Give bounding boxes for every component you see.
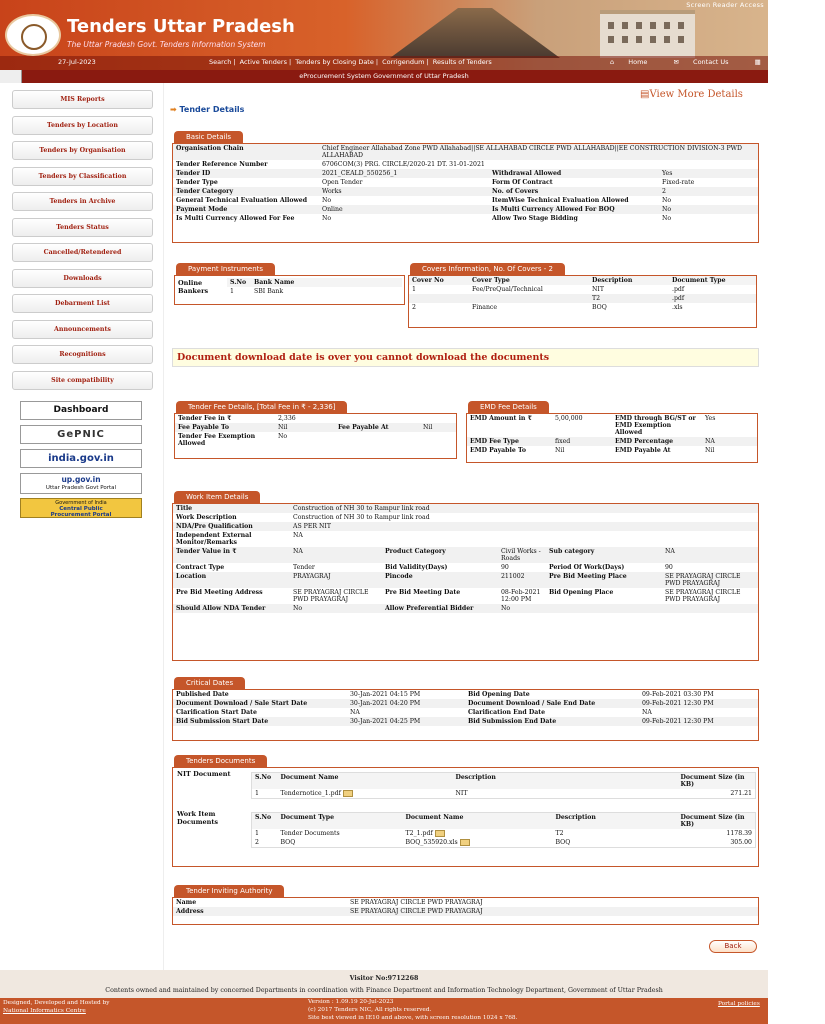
table-cell: Bid Submission Start Date: [173, 717, 347, 726]
table-cell: SE PRAYAGRAJ CIRCLE PWD PRAYAGRAJ: [293, 589, 369, 603]
table-cell: NIT: [592, 286, 604, 293]
table-cell: Open Tender: [322, 179, 363, 186]
table-cell: Nil: [275, 423, 335, 432]
table-cell: Tender Type: [176, 179, 218, 186]
table-cell: Works: [319, 187, 489, 196]
nav-active-tenders[interactable]: Active Tenders: [239, 58, 287, 66]
tab-payment-instruments: Payment Instruments: [176, 263, 275, 275]
table-cell: Contract Type: [176, 564, 225, 571]
nav-contact[interactable]: ✉ Contact Us: [673, 58, 729, 66]
table-row: [173, 717, 758, 726]
table-cell: [489, 160, 659, 169]
sidebar-item-recognitions[interactable]: Recognitions: [12, 345, 153, 364]
table-cell: No: [659, 205, 758, 214]
covers-section: [408, 275, 757, 328]
download-icon[interactable]: [460, 839, 470, 846]
header-road-image: [390, 8, 560, 58]
table-cell: No: [322, 197, 332, 204]
table-cell: Pre Bid Meeting Place: [546, 572, 662, 588]
sidebar-item-tenders-status[interactable]: Tenders Status: [12, 218, 153, 237]
table-row: [467, 446, 757, 455]
table-row: [409, 285, 756, 294]
table-cell: Allow Two Stage Bidding: [492, 215, 578, 222]
document-link[interactable]: BOQ_535920.xls: [403, 838, 553, 848]
critical-dates-section: [172, 689, 759, 741]
table-cell: Yes: [659, 169, 758, 178]
bank-table: S.No Bank Name 1 SBI Bank: [227, 278, 402, 296]
table-cell: [409, 294, 469, 303]
table-row: [252, 838, 756, 848]
table-cell: fixed: [552, 437, 612, 446]
site-title: Tenders Uttar Pradesh: [67, 16, 295, 37]
table-cell: T2: [555, 830, 564, 837]
table-cell: Fee Payable To: [175, 423, 275, 432]
table-cell: Fee/PreQual/Technical: [472, 286, 543, 293]
table-cell: Bid Submission End Date: [465, 717, 639, 726]
table-cell: EMD Percentage: [612, 437, 702, 446]
arrow-icon: ➡: [170, 105, 177, 114]
current-date: 27-Jul-2023: [58, 58, 96, 66]
emd-table: [467, 414, 757, 455]
download-over-message: Document download date is over you cannot download the documents: [172, 348, 759, 367]
table-cell: [659, 160, 758, 169]
table-cell: 211002: [498, 572, 546, 588]
nav-sitemap[interactable]: ▦ SiteMap: [754, 58, 802, 66]
work-item-documents-table: S.No Document Type Document Name Description Document Size (in KB) 1 Tender Documents T2_1.pdf T2 1178.39 2 BOQ BOQ_535920.xls BOQ 305.00: [251, 812, 756, 848]
site-header: [0, 0, 802, 70]
nit-document-link[interactable]: Tendernotice_1.pdf: [278, 789, 453, 799]
table-cell: Withdrawal Allowed: [489, 169, 659, 178]
sidebar: [0, 83, 164, 970]
top-nav-links: Search | Active Tenders | Tenders by Closing Date | Corrigendum | Results of Tenders: [209, 58, 492, 66]
emd-section: [466, 413, 758, 463]
table-cell: EMD Payable At: [615, 447, 671, 454]
nav-tenders-closing-date[interactable]: Tenders by Closing Date: [295, 58, 374, 66]
table-cell: EMD Amount in ₹: [470, 415, 532, 422]
main-content: [164, 83, 768, 970]
table-cell: Nil: [420, 423, 456, 432]
table-cell: Bid Validity(Days): [385, 564, 448, 571]
visitor-count: Visitor No:9712268: [349, 975, 419, 982]
table-cell: NA: [350, 709, 360, 716]
table-cell: [546, 604, 662, 613]
table-cell: SE PRAYAGRAJ CIRCLE PWD PRAYAGRAJ: [665, 589, 741, 603]
table-cell: 30-Jan-2021 04:20 PM: [347, 699, 465, 708]
covers-table: Cover No Cover Type Description Document Type 1 Fee/PreQual/Technical NIT .pdf T2 .pdf 2 Finance BOQ .xls: [409, 276, 756, 312]
table-cell: General Technical Evaluation Allowed: [176, 197, 308, 204]
table-cell: [335, 414, 420, 423]
table-cell: Nil: [705, 447, 715, 454]
table-cell: Tender Fee Exemption Allowed: [178, 433, 256, 447]
table-cell: 2,336: [278, 415, 296, 422]
table-row: [173, 699, 758, 708]
table-cell: Period Of Work(Days): [549, 564, 625, 571]
nav-results[interactable]: Results of Tenders: [432, 58, 492, 66]
table-cell: 1: [412, 286, 416, 293]
table-cell: Document Download / Sale End Date: [465, 699, 639, 708]
table-cell: SE PRAYAGRAJ CIRCLE PWD PRAYAGRAJ: [662, 572, 758, 588]
cppp-link[interactable]: Government of India Central Public Procurement Portal: [20, 498, 142, 518]
table-cell: Name: [176, 899, 197, 906]
table-cell: Tender Value in ₹: [173, 547, 290, 563]
footer-content-owner: Contents owned and maintained by concerned Departments in coordination with Finance Department and Information Technology Department, Government of Uttar Pradesh: [105, 987, 663, 994]
table-cell: 90: [501, 564, 509, 571]
table-cell: No: [278, 433, 288, 440]
table-cell: 09-Feb-2021 12:30 PM: [639, 699, 758, 708]
table-cell: No: [322, 215, 332, 222]
table-cell: BOQ: [592, 304, 607, 311]
table-cell: No. of Covers: [489, 187, 659, 196]
sidebar-item-mis-reports[interactable]: MIS Reports: [12, 90, 153, 109]
table-cell: 2: [412, 304, 416, 311]
footer-bar: [0, 998, 768, 1024]
table-cell: Payment Mode: [173, 205, 319, 214]
up-gov-link[interactable]: up.gov.in Uttar Pradesh Govt Portal: [20, 473, 142, 494]
footer-info: [0, 970, 768, 998]
table-cell: Finance: [472, 304, 498, 311]
table-cell: ItemWise Technical Evaluation Allowed: [492, 197, 629, 204]
table-row: [173, 563, 758, 572]
table-row: [173, 205, 758, 214]
sitemap-icon: ▦: [754, 58, 761, 66]
tab-tender-inviting-authority: Tender Inviting Authority: [174, 885, 284, 897]
work-item-table: Title Construction of NH 30 to Rampur link road Work Description Construction of NH 30 to Rampur link road NDA/Pre Qualification AS PER NIT Independent External Monitor/Remarks NA Tender Value in ₹ NA Product Category Civil Works - Roads Sub category NA Contract Type Tender Bid Validity(Days) 90 Period Of Work(Days) 90 Location PRAYAGRAJ Pincode 211002 Pre Bid Meeting Place SE PRAYAGRAJ CIRCLE PWD PRAYAGRAJ Pre Bid Meeting Address SE PRAYAGRAJ CIRCLE PWD PRAYAGRAJ Pre Bid Meeting Date 08-Feb-2021 12:00 PM Bid Opening Place SE PRAYAGRAJ CIRCLE PWD PRAYAGRAJ Should Allow NDA Tender No Allow Preferential Bidder No: [173, 504, 758, 613]
table-row: [173, 907, 758, 916]
table-cell: Address: [173, 907, 347, 916]
table-row: [175, 414, 456, 423]
portal-policies-link[interactable]: Portal policies: [718, 1001, 760, 1007]
table-row: [173, 708, 758, 717]
table-cell: No: [498, 604, 546, 613]
download-icon[interactable]: [343, 790, 353, 797]
table-row: [175, 432, 456, 448]
nav-search[interactable]: Search: [209, 58, 232, 66]
table-cell: No: [662, 215, 672, 222]
table-cell: Tender ID: [173, 169, 319, 178]
up-emblem-logo: [5, 14, 61, 56]
table-cell: [420, 414, 456, 423]
table-row: [173, 547, 758, 563]
nic-link[interactable]: National Informatics Centre: [3, 1008, 86, 1014]
table-cell: SE PRAYAGRAJ CIRCLE PWD PRAYAGRAJ: [347, 907, 758, 916]
table-cell: T2: [589, 294, 669, 303]
table-row: [173, 169, 758, 178]
sidebar-item-tenders-classification[interactable]: Tenders by Classification: [12, 167, 153, 186]
header-building-image: [600, 10, 695, 58]
table-row: [173, 588, 758, 604]
table-cell: 2: [255, 839, 259, 846]
top-navbar: [0, 56, 802, 70]
table-cell: 90: [665, 564, 673, 571]
gepnic-link[interactable]: GePNIC: [20, 425, 142, 444]
table-cell: Tender Category: [173, 187, 319, 196]
table-row: [409, 303, 756, 312]
table-cell: Tender Fee in ₹: [178, 415, 232, 422]
table-cell: Online: [319, 205, 489, 214]
table-row: [173, 898, 758, 907]
view-more-details-link[interactable]: ▤View More Details: [640, 89, 743, 100]
table-row: [409, 294, 756, 303]
nav-home[interactable]: ⌂ Home: [610, 58, 648, 66]
table-cell: Clarification End Date: [468, 709, 546, 716]
table-cell: Pincode: [382, 572, 498, 588]
designed-by: Designed, Developed and Hosted by: [3, 1000, 110, 1006]
table-cell: EMD Payable To: [470, 447, 526, 454]
authority-table: [173, 898, 758, 916]
tab-work-item: Work Item Details: [174, 491, 260, 503]
table-cell: PRAYAGRAJ: [290, 572, 382, 588]
tender-fee-section: [174, 413, 457, 459]
table-cell: Pre Bid Meeting Address: [176, 589, 263, 596]
document-icon: ▤: [640, 89, 650, 100]
table-cell: Sub category: [546, 547, 662, 563]
table-row: [173, 214, 758, 223]
mail-icon: ✉: [673, 58, 679, 66]
table-row: [252, 829, 756, 838]
sidebar-item-cancelled[interactable]: Cancelled/Retendered: [12, 243, 153, 262]
authority-section: [172, 897, 759, 925]
screen-reader-link[interactable]: Screen Reader Access: [686, 1, 764, 9]
table-cell: BOQ: [555, 839, 571, 846]
table-cell: Published Date: [176, 691, 229, 698]
sidebar-item-tenders-location[interactable]: Tenders by Location: [12, 116, 153, 135]
table-cell: 30-Jan-2021 04:25 PM: [347, 717, 465, 726]
table-cell: Is Multi Currency Allowed For BOQ: [489, 205, 659, 214]
table-row: [173, 604, 758, 613]
tab-emd-fee: EMD Fee Details: [468, 401, 549, 413]
banner-text: eProcurement System Government of Uttar Pradesh: [299, 72, 469, 80]
banner-bar: [0, 70, 768, 83]
table-cell: [662, 604, 758, 613]
table-cell: Tender Reference Number: [176, 161, 268, 168]
home-icon: ⌂: [610, 58, 615, 66]
table-cell: SE PRAYAGRAJ CIRCLE PWD PRAYAGRAJ: [350, 899, 483, 906]
table-row: [467, 414, 757, 437]
table-row: [175, 423, 456, 432]
india-gov-link[interactable]: india.gov.in: [20, 449, 142, 468]
best-viewed-text: Site best viewed in IE10 and above, with screen resolution 1024 x 768.: [308, 1015, 518, 1021]
table-cell: Should Allow NDA Tender: [173, 604, 290, 613]
basic-details-table: Organisation Chain Chief Engineer Allahabad Zone PWD Allahabad||SE ALLAHABAD CIRCLE PWD ALLAHABAD||EE CONSTRUCTION DIVISION-3 PWD ALLAHABAD Tender Reference Number 6706COM(3) PRG. CIRCLE/2020-21 DT. 31-01-2021 Tender ID 2021_CEALD_550256_1 Withdrawal Allowed Yes Tender Type Open Tender Form Of Contract Fixed-rate Tender Category Works No. of Covers 2 General Technical Evaluation Allowed No ItemWise Technical Evaluation Allowed No Payment Mode Online Is Multi Currency Allowed For BOQ No Is Multi Currency Allowed For Fee No Allow Two Stage Bidding No: [173, 144, 758, 223]
sidebar-item-site-compat[interactable]: Site compatibility: [12, 371, 153, 390]
critical-dates-table: [173, 690, 758, 726]
table-cell: Tender Documents: [280, 830, 340, 837]
table-cell: Form Of Contract: [492, 179, 553, 186]
table-cell: Fee Payable At: [335, 423, 420, 432]
table-cell: 1: [255, 830, 259, 837]
version-text: Version : 1.09.19 20-Jul-2023: [308, 999, 394, 1005]
download-icon[interactable]: [435, 830, 445, 837]
table-cell: Pre Bid Meeting Date: [385, 589, 461, 596]
table-cell: 08-Feb-2021 12:00 PM: [501, 589, 541, 603]
table-cell: Civil Works - Roads: [498, 547, 546, 563]
table-row: [173, 196, 758, 205]
table-cell: .pdf: [669, 294, 756, 303]
tender-fee-table: [175, 414, 456, 448]
table-cell: 5,00,000: [555, 415, 583, 422]
table-cell: Clarification Start Date: [176, 709, 257, 716]
table-cell: Bid Opening Place: [549, 589, 614, 596]
table-cell: Fixed-rate: [662, 179, 695, 186]
table-cell: .pdf: [672, 286, 685, 293]
table-cell: Yes: [705, 415, 716, 422]
dashboard-link[interactable]: Dashboard: [20, 401, 142, 420]
tender-documents-section: [172, 767, 759, 867]
table-cell: Tender: [293, 564, 315, 571]
work-item-docs-label: Work Item Documents: [177, 810, 219, 826]
tab-critical-dates: Critical Dates: [174, 677, 245, 689]
table-row: [173, 187, 758, 196]
table-cell: 2021_CEALD_550256_1: [319, 169, 489, 178]
table-cell: NA: [662, 547, 758, 563]
page-title: ➡ Tender Details: [170, 105, 245, 114]
table-cell: [420, 432, 456, 448]
right-nav: [610, 58, 825, 66]
table-cell: 2: [659, 187, 758, 196]
table-cell: NA: [642, 709, 652, 716]
table-cell: Bid Opening Date: [468, 691, 530, 698]
table-cell: NA: [290, 547, 382, 563]
table-cell: [469, 294, 589, 303]
table-cell: [335, 432, 420, 448]
basic-details-section: [172, 143, 759, 243]
table-cell: EMD Fee Type: [467, 437, 552, 446]
table-cell: NA: [702, 437, 757, 446]
tab-basic-details: Basic Details: [174, 131, 243, 143]
table-cell: 305.00: [730, 839, 752, 846]
table-cell: No: [662, 197, 672, 204]
nit-documents-table: S.No Document Name Description Document Size (in KB) 1 Tendernotice_1.pdf NIT 271.21: [251, 772, 756, 799]
table-cell: Document Download / Sale Start Date: [173, 699, 347, 708]
document-link[interactable]: T2_1.pdf: [403, 829, 553, 838]
table-cell: No: [290, 604, 382, 613]
work-item-section: [172, 503, 759, 661]
table-row: [173, 160, 758, 169]
sidebar-item-downloads[interactable]: Downloads: [12, 269, 153, 288]
table-cell: .xls: [672, 304, 683, 311]
table-row: [173, 572, 758, 588]
nit-document-label: NIT Document: [177, 770, 231, 778]
table-cell: EMD through BG/ST or EMD Exemption Allowed: [615, 415, 696, 436]
table-cell: Is Multi Currency Allowed For Fee: [176, 215, 295, 222]
sidebar-item-debarment[interactable]: Debarment List: [12, 294, 153, 313]
site-subtitle: The Uttar Pradesh Govt. Tenders Information System: [67, 40, 266, 49]
table-cell: Product Category: [382, 547, 498, 563]
sidebar-item-tenders-organisation[interactable]: Tenders by Organisation: [12, 141, 153, 160]
payment-section: [174, 275, 405, 305]
table-cell: 09-Feb-2021 03:30 PM: [642, 691, 714, 698]
table-row: [467, 437, 757, 446]
sidebar-item-tenders-archive[interactable]: Tenders in Archive: [12, 192, 153, 211]
sidebar-item-announcements[interactable]: Announcements: [12, 320, 153, 339]
nav-corrigendum[interactable]: Corrigendum: [382, 58, 425, 66]
table-cell: Allow Preferential Bidder: [382, 604, 498, 613]
table-cell: 1178.39: [726, 830, 752, 837]
table-cell: 09-Feb-2021 12:30 PM: [639, 717, 758, 726]
tab-tender-documents: Tenders Documents: [174, 755, 267, 767]
table-cell: Location: [173, 572, 290, 588]
table-row: [173, 178, 758, 187]
table-cell: BOQ: [280, 839, 296, 846]
table-cell: 6706COM(3) PRG. CIRCLE/2020-21 DT. 31-01-2021: [322, 161, 485, 168]
table-row: [173, 690, 758, 699]
tab-tender-fee: Tender Fee Details, [Total Fee in ₹ - 2,336]: [176, 401, 347, 413]
table-cell: 30-Jan-2021 04:15 PM: [350, 691, 421, 698]
table-cell: Nil: [555, 447, 565, 454]
back-button[interactable]: Back: [709, 940, 757, 953]
online-bankers-label: Online Bankers: [178, 279, 209, 295]
copyright-text: (c) 2017 Tenders NIC, All rights reserved.: [308, 1007, 432, 1013]
tab-covers-info: Covers Information, No. Of Covers - 2: [410, 263, 565, 275]
